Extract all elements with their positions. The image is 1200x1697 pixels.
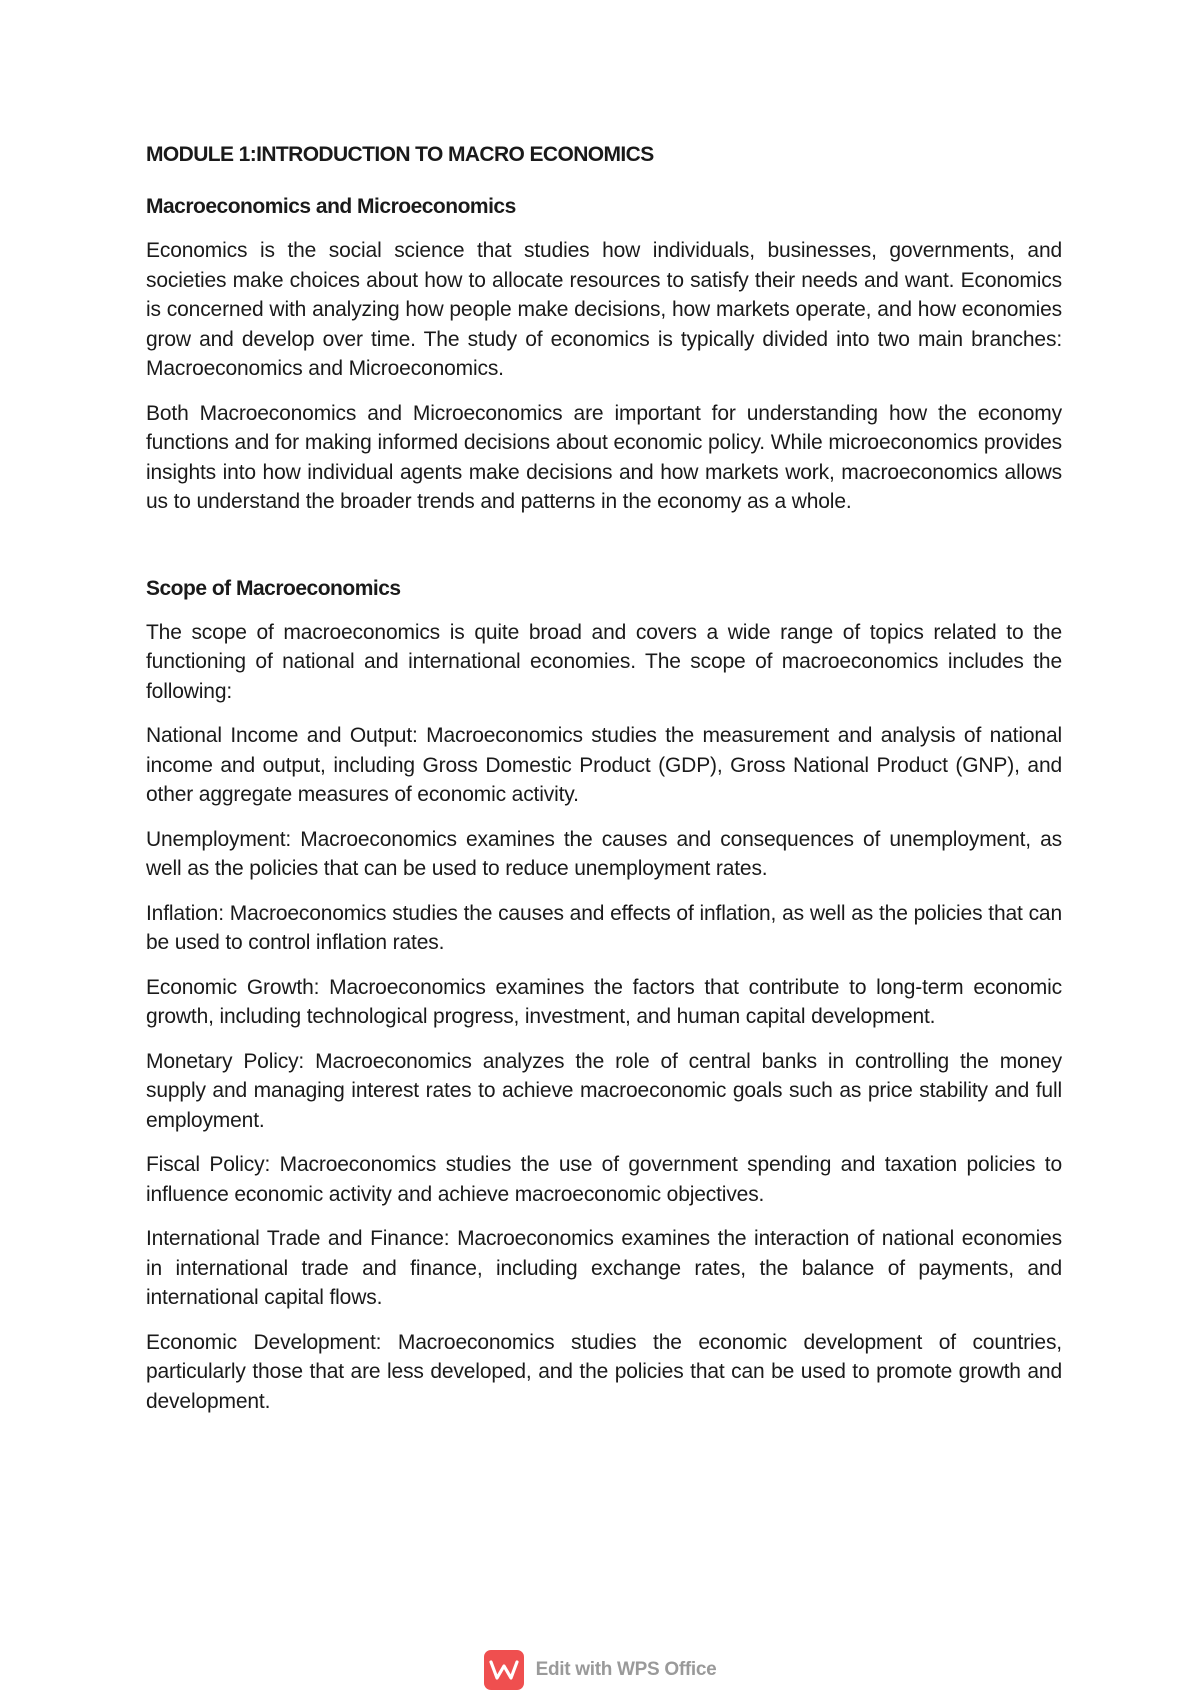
section-heading-macro-micro: Macroeconomics and Microeconomics: [146, 195, 516, 218]
paragraph: Monetary Policy: Macroeconomics analyzes the role of central banks in controlling the money supply and managing interest rates to achieve macroeconomic goals such as price stability and full employment.: [146, 1049, 1062, 1132]
wps-footer-watermark[interactable]: [0, 1650, 1200, 1690]
paragraph: Economic Development: Macroeconomics studies the economic development of countries, particularly those that are less developed, and the policies that can be used to promote growth and development.: [146, 1330, 1062, 1413]
paragraph: Both Macroeconomics and Microeconomics are important for understanding how the economy functions and for making informed decisions about economic policy. While microeconomics provides insights into how individual agents make decisions and how markets work, macroeconomics allows us to understand the broader trends and patterns in the economy as a whole.: [146, 401, 1062, 513]
paragraph: Fiscal Policy: Macroeconomics studies the use of government spending and taxation policies to influence economic activity and achieve macroeconomic objectives.: [146, 1153, 1062, 1206]
wps-logo-icon: [484, 1650, 524, 1690]
paragraph: Unemployment: Macroeconomics examines the causes and consequences of unemployment, as well as the policies that can be used to reduce unemployment rates.: [146, 827, 1062, 880]
paragraph: Economics is the social science that studies how individuals, businesses, governments, and societies make choices about how to allocate resources to satisfy their needs and want. Economics is concerned with analyzing how people make decisions, how markets operate, and how economies grow and develop over time. The study of economics is typically divided into two main branches: Macroeconomics and Microeconomics.: [146, 239, 1062, 380]
section-heading-scope: Scope of Macroeconomics: [146, 576, 401, 600]
paragraph: The scope of macroeconomics is quite broad and covers a wide range of topics related to the functioning of national and international economies. The scope of macroeconomics includes the following:: [146, 620, 1062, 703]
footer-edit-text: Edit with WPS Office: [535, 1659, 717, 1680]
paragraph: Economic Growth: Macroeconomics examines the factors that contribute to long-term economic growth, including technological progress, investment, and human capital development.: [146, 975, 1062, 1028]
paragraph: National Income and Output: Macroeconomics studies the measurement and analysis of national income and output, including Gross Domestic Product (GDP), Gross National Product (GNP), and other aggregate measures of economic activity.: [146, 724, 1062, 806]
paragraph: Inflation: Macroeconomics studies the causes and effects of inflation, as well as the policies that can be used to control inflation rates.: [146, 901, 1062, 954]
section-spacer: [146, 532, 1062, 574]
document-page: [146, 140, 1062, 1431]
paragraph: International Trade and Finance: Macroeconomics examines the interaction of national economies in international trade and finance, including exchange rates, the balance of payments, and international capital flows.: [146, 1227, 1062, 1309]
module-title: MODULE 1:INTRODUCTION TO MACRO ECONOMICS: [146, 143, 654, 166]
